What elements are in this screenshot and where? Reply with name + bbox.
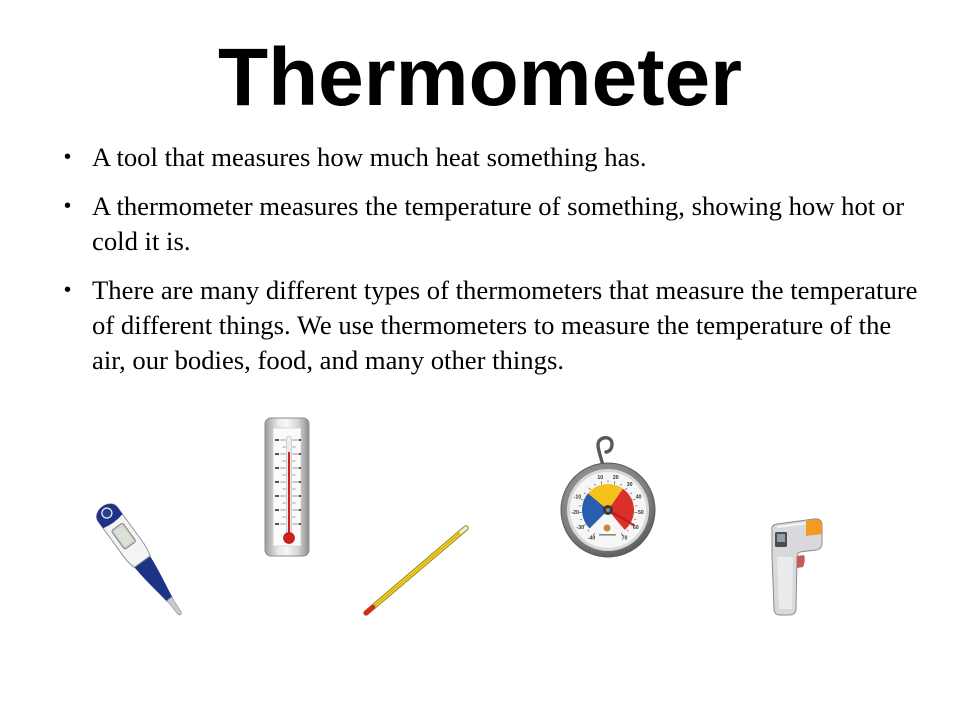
glass-thermometer-bulb xyxy=(366,607,373,613)
glass-thermometer-icon xyxy=(366,528,466,613)
bullet-item xyxy=(60,273,926,378)
tick-label-mark xyxy=(275,495,279,497)
tick-label-mark xyxy=(275,453,279,455)
tick-label-mark xyxy=(299,453,302,455)
dial-scale-label: -10 xyxy=(573,494,582,501)
bullet-text: There are many different types of thermometers that measure the temperature of different things. We use thermometers to measure the temperature of the air, our bodies, food, and many other things. xyxy=(92,275,918,375)
bullet-icon: • xyxy=(64,195,72,217)
dial-thermometer-icon xyxy=(561,438,655,557)
tick-label-mark xyxy=(299,467,302,469)
tick-label-mark xyxy=(299,481,302,483)
tick-label-mark xyxy=(299,439,302,441)
bullet-item xyxy=(60,189,926,259)
bullet-icon: • xyxy=(64,279,72,301)
dial-scale-label: 20 xyxy=(612,474,619,481)
dial-scale-label: 30 xyxy=(626,482,633,489)
tick-label-mark xyxy=(299,495,302,497)
bullet-item xyxy=(60,140,926,175)
dial-scale-label: 50 xyxy=(637,510,644,517)
ir-gun-trigger xyxy=(797,555,805,568)
bullet-list xyxy=(60,140,926,392)
tick-label-mark xyxy=(299,509,302,511)
glass-thermometer-scale-line xyxy=(372,533,460,608)
bullet-text: A tool that measures how much heat something has. xyxy=(92,142,647,172)
dial-logo-mark xyxy=(599,534,616,536)
dial-logo-icon xyxy=(604,525,611,532)
ir-gun-grip-panel xyxy=(777,557,793,609)
slide-title: Thermometer xyxy=(217,32,743,123)
tick-label-mark xyxy=(275,481,279,483)
dial-hub-center xyxy=(606,508,610,512)
bullet-text: A thermometer measures the temperature of something, showing how hot or cold it is. xyxy=(92,191,905,256)
ir-gun-sensor-band xyxy=(806,519,822,536)
probe-tip xyxy=(167,597,183,616)
infrared-thermometer-icon xyxy=(772,519,822,615)
bullet-icon: • xyxy=(64,146,72,168)
mercury-column xyxy=(288,452,290,538)
dial-scale-label: 40 xyxy=(635,494,642,501)
thermometer-illustrations xyxy=(0,400,960,640)
tick-label-mark xyxy=(275,439,279,441)
hanging-hook xyxy=(598,438,612,466)
ir-gun-display-inner xyxy=(777,534,785,542)
dial-scale-label: 60 xyxy=(632,524,639,531)
mercury-bulb xyxy=(284,533,295,544)
tick-label-mark xyxy=(275,509,279,511)
dial-scale-label: 70 xyxy=(621,535,628,542)
dial-scale-label: -40 xyxy=(587,535,596,542)
dial-scale-label: 10 xyxy=(597,474,604,481)
digital-thermometer-icon xyxy=(93,500,191,622)
wall-thermometer-icon xyxy=(265,418,309,556)
tick-label-mark xyxy=(275,523,279,525)
dial-scale-label: -30 xyxy=(576,524,584,531)
tick-label-mark xyxy=(275,467,279,469)
dial-scale-label: -20 xyxy=(571,510,579,517)
tick-label-mark xyxy=(299,523,302,525)
